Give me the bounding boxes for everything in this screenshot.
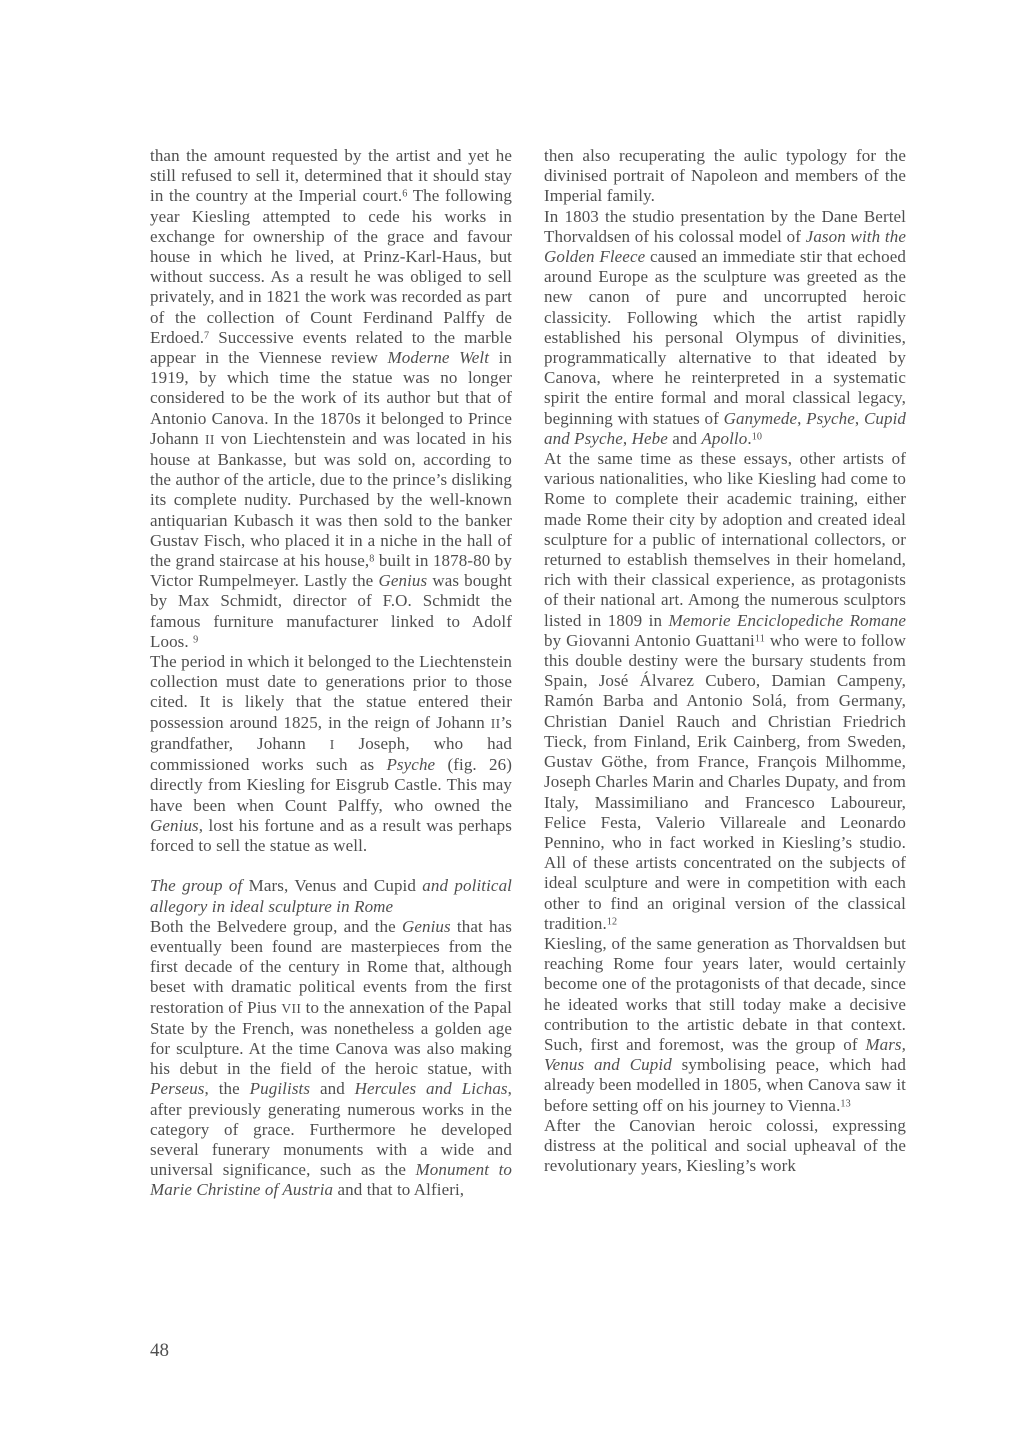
text-segment: , <box>622 428 632 448</box>
text-segment: Apollo <box>701 428 748 448</box>
text-segment: von Liechtenstein and was located in his house at Bankasse, but was sold on, according to the author of the article, due to the prince’s disliking its complete nudity. Purchased by the well-known antiquarian Kubasch it was then sold to the banker Gustav Fisch, who placed it in a niche in the hall of the grand staircase at his house, <box>150 428 512 571</box>
text-segment: 9 <box>193 634 199 646</box>
paragraph <box>544 207 906 449</box>
text-segment: and <box>310 1079 355 1099</box>
text-segment: and political allegory in ideal sculpture in Rome <box>150 876 512 916</box>
text-segment: Mars, Venus and Cupid <box>544 1034 906 1075</box>
text-columns <box>150 146 906 1201</box>
text-segment: than the amount requested by the artist and yet he still refused to sell it, determined that it should stay in the country at the Imperial court. <box>150 146 512 206</box>
text-segment: 10 <box>751 431 763 443</box>
text-segment: built in 1878-80 by Victor Rumpelmeyer. Lastly the <box>150 551 512 591</box>
text-segment: Psyche <box>806 408 855 428</box>
text-segment: in 1919, by which time the statue was no longer considered to be the work of its author but that of Antonio Canova. In the 1870s it belonged to Prince Johann <box>150 348 513 448</box>
text-segment: Cupid and Psyche <box>544 408 907 448</box>
text-segment: The following year Kiesling attempted to cede his works in exchange for ownership of the grace and favour house in which he lived, at Prinz-Karl-Haus, but without success. As a result he was obliged to sell privately, and in 1821 the work was recorded as part of the collection of Count Ferdinand Palffy de Erdoed. <box>150 186 513 347</box>
text-segment: Perseus <box>150 1079 205 1099</box>
text-column-left <box>150 146 512 1201</box>
text-segment: , lost his fortune and as a result was perhaps forced to sell the statue as well. <box>150 815 512 855</box>
paragraph <box>150 146 512 652</box>
text-segment: then also recuperating the aulic typology for the divinised portrait of Napoleon and members of the Imperial family. <box>544 146 906 206</box>
text-segment: Hercules and Lichas <box>354 1079 508 1099</box>
paragraph <box>544 146 906 207</box>
text-segment: and <box>667 428 702 448</box>
text-segment: Memorie Enciclopediche Romane <box>668 610 906 630</box>
text-segment: Hebe <box>631 428 668 448</box>
text-segment: Genius <box>401 916 451 936</box>
page-number: 48 <box>150 1340 169 1361</box>
text-segment: Pugilists <box>249 1079 311 1099</box>
text-segment: Genius <box>150 815 199 835</box>
text-segment: , after previously generating numerous works in the category of grace. Furthermore he developed several funerary monuments with a wide and universal significance, such as the <box>150 1079 513 1180</box>
text-segment: . <box>747 428 752 448</box>
paragraph <box>544 449 906 934</box>
text-segment: 13 <box>840 1097 851 1109</box>
text-segment: VII <box>281 1000 302 1016</box>
text-segment: that has eventually been found are masterpieces from the first decade of the century in Rome that, although beset with dramatic political events from the first restoration of Pius <box>150 916 512 1017</box>
text-segment: The group of <box>150 876 249 896</box>
text-segment: Jason with the Golden Fleece <box>544 226 906 267</box>
text-segment: Both the Belvedere group, and the <box>150 916 402 936</box>
text-segment: was bought by Max Schmidt, director of F.O. Schmidt the famous furniture manufacturer linked to Adolf Loos. <box>150 571 513 651</box>
text-segment: who were to follow this double destiny were the bursary students from Spain, José Álvarez Cubero, Damian Campeny, Ramón Barba and Antonio Solá, from Germany, Christian Daniel Rauch and Christian Friedrich Tieck, from Finland, Erik Cainberg, from Sweden, Gustav Göthe, from France, François Milhomme, Joseph Charles Marin and Charles Dupaty, and from Italy, Massimiliano and Francesco Laboureur, Felice Festa, Valerio Villareale and Leonardo Pennino, who in fact worked in Kiesling’s studio. All of these artists concentrated on the subjects of ideal sculpture and were in competition with each other to find an original version of the classical tradition. <box>544 630 906 933</box>
text-segment: by Giovanni Antonio Guattani <box>544 630 755 650</box>
paragraph <box>150 652 512 856</box>
text-segment: At the same time as these essays, other artists of various nationalities, who like Kiesling had come to Rome to complete their academic training, either made Rome their city by adoption and created ideal sculpture for a public of international collectors, or returned to establish themselves in their homeland, rich with their classical experience, as protagonists of their national art. Among the numerous sculptors listed in 1809 in <box>544 449 906 630</box>
text-segment: I <box>329 736 335 752</box>
text-segment: Moderne Welt <box>387 348 490 368</box>
text-segment: , the <box>204 1079 250 1099</box>
text-segment: , <box>797 408 807 428</box>
text-segment: 12 <box>606 916 618 928</box>
text-segment: After the Canovian heroic colossi, expressing distress at the political and social upheaval of the revolutionary years, Kiesling’s work <box>544 1115 906 1176</box>
text-segment: Genius <box>378 571 428 591</box>
paragraph <box>544 934 906 1116</box>
text-segment: 11 <box>754 633 765 645</box>
text-segment: Joseph, who had commissioned works such as <box>150 733 512 775</box>
text-segment: to the annexation of the Papal State by the French, was nonetheless a golden age for sculpture. At the time Canova was also making his debut in the field of the heroic statue, with <box>150 997 513 1079</box>
text-segment: In 1803 the studio presentation by the Dane Bertel Thorvaldsen of his colossal model of <box>544 206 906 246</box>
text-segment: II <box>490 715 501 731</box>
paragraph-spacer <box>150 856 512 876</box>
text-segment: Mars, Venus and Cupid <box>248 876 416 896</box>
text-segment: Psyche <box>386 755 436 775</box>
text-segment: and that to Alfieri, <box>333 1180 465 1200</box>
text-segment: II <box>205 431 215 447</box>
text-segment: Kiesling, of the same generation as Thorvaldsen but reaching Rome four years later, would certainly become one of the protagonists of that decade, since he ideated works that still today make a decisive contribution to the artistic debate in that context. Such, first and foremost, was the group of <box>544 933 906 1054</box>
text-segment: caused an immediate stir that echoed around Europe as the sculpture was greeted as the new canon of pure and uncorrupted heroic classicity. Following which the artist rapidly established his personal Olympus of divinities, programmatically alternative to that ideated by Canova, where he reinterpreted in a systematic spirit the entire formal and moral classical legacy, beginning with statues of <box>544 247 906 428</box>
text-segment: Successive events related to the marble appear in the Viennese review <box>150 327 512 368</box>
text-segment: (fig. 26) directly from Kiesling for Eisgrub Castle. This may have been when Count Palffy, who owned the <box>150 755 512 815</box>
paragraph <box>544 1116 906 1177</box>
text-column-right <box>544 146 906 1201</box>
text-segment: Ganymede <box>723 408 798 428</box>
paragraph <box>150 917 512 1201</box>
text-segment: The period in which it belonged to the Liechtenstein collection must date to generations prior to those cited. It is likely that the statue entered their possession around 1825, in the reign of Johann <box>150 652 512 732</box>
section-heading <box>150 876 512 916</box>
text-segment: symbolising peace, which had already been modelled in 1805, when Canova saw it before setting off on his journey to Vienna. <box>544 1055 906 1115</box>
text-segment: 8 <box>369 553 375 565</box>
text-segment: 6 <box>402 188 408 200</box>
text-segment: 7 <box>204 330 210 342</box>
text-segment: Monument to Marie Christine of Austria <box>150 1160 512 1200</box>
text-segment: , <box>854 408 864 428</box>
text-segment: ’s grandfather, Johann <box>150 712 512 753</box>
